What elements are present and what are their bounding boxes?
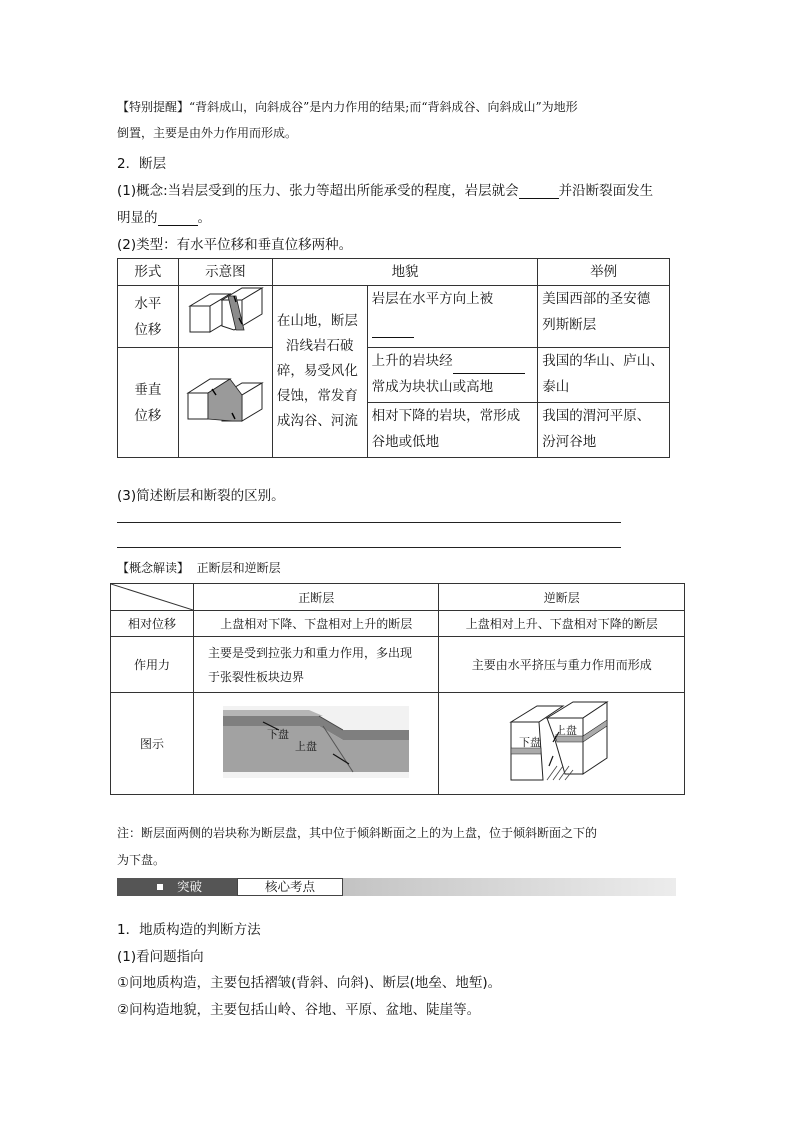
form-horizontal-1: 水平	[134, 295, 162, 312]
form-vertical-1: 垂直	[134, 381, 162, 398]
normal-footwall-label: 下盘	[267, 728, 290, 741]
concept-text-b: 并沿断裂面发生	[558, 183, 654, 199]
header-form: 形式	[118, 259, 179, 286]
blank-2[interactable]	[158, 211, 198, 226]
note-line-1: 注：断层面两侧的岩块称为断层盘，其中位于倾斜断面之上的为上盘，位于倾斜断面之下的	[117, 826, 598, 840]
types-line: (2)类型：有水平位移和垂直位移两种。	[117, 237, 353, 253]
example-horizontal-2: 列斯断层	[542, 317, 597, 333]
landform-common	[272, 286, 367, 458]
core-item-2: ②问构造地貌，主要包括山岭、谷地、平原、盆地、陡崖等。	[117, 1002, 481, 1018]
example-down-1: 我国的渭河平原、	[542, 408, 651, 424]
example-vertical-down	[538, 403, 670, 458]
normal-fault-figure	[223, 706, 409, 778]
landform-horizontal-text: 岩层在水平方向上被	[371, 291, 494, 307]
col-reverse-fault: 逆断层	[439, 584, 685, 611]
tip-text-1: “背斜成山，向斜成谷”是内力作用的结果;而“背斜成谷、向斜成山”为地形	[189, 100, 578, 114]
example-horizontal	[538, 286, 670, 348]
concept-line	[117, 179, 653, 199]
concept-text-c: 明显的	[117, 210, 158, 226]
diagram-vertical	[178, 348, 272, 458]
landform-common-4: 侵蚀，常发育	[276, 388, 358, 404]
normal-displacement: 上盘相对下降、下盘相对上升的断层	[194, 611, 439, 637]
example-up-1: 我国的华山、庐山、	[542, 353, 664, 369]
header-diagram: 示意图	[178, 259, 272, 286]
section-banner	[117, 878, 676, 896]
answer-line-2[interactable]	[117, 547, 621, 548]
question-3: (3)简述断层和断裂的区别。	[117, 488, 285, 504]
row-relative-displacement: 相对位移	[111, 611, 194, 637]
concept-line-2	[117, 206, 211, 226]
normal-force-1: 主要是受到拉张力和重力作用，多出现	[208, 645, 413, 660]
example-horizontal-1: 美国西部的圣安德	[542, 291, 651, 307]
diagram-horizontal	[178, 286, 272, 348]
reverse-hangingwall-label: 上盘	[554, 724, 577, 737]
landform-vertical-down	[367, 403, 538, 458]
landform-common-2: 沿线岩石破	[285, 338, 354, 354]
landform-common-1: 在山地，断层	[276, 313, 358, 329]
landform-up-text-b: 常成为块状山或高地	[371, 379, 494, 395]
col-normal-fault: 正断层	[194, 584, 439, 611]
fault-compare-table	[110, 583, 685, 795]
banner-square-icon	[157, 884, 163, 890]
landform-vertical-up	[367, 348, 538, 403]
blank-3[interactable]	[372, 323, 414, 338]
landform-down-1: 相对下降的岩块，常形成	[371, 408, 521, 424]
landform-common-3: 碎，易受风化	[276, 363, 358, 379]
horizontal-fault-diagram	[184, 286, 266, 338]
example-down-2: 汾河谷地	[542, 434, 597, 450]
normal-fault-figure-cell	[194, 693, 439, 795]
reverse-displacement: 上盘相对上升、下盘相对下降的断层	[439, 611, 685, 637]
note-line-2: 为下盘。	[117, 853, 166, 867]
landform-horizontal	[367, 286, 538, 348]
core-heading: 1．地质构造的判断方法	[117, 922, 261, 938]
table2-corner	[111, 584, 194, 611]
concept-text-d: 。	[197, 210, 211, 226]
fault-types-table	[117, 258, 670, 458]
banner-left	[117, 878, 237, 896]
core-sub: (1)看问题指向	[117, 949, 204, 965]
reverse-force: 主要由水平挤压与重力作用而形成	[439, 637, 685, 693]
landform-up-text-a: 上升的岩块经	[371, 353, 453, 369]
tip-line-1	[117, 98, 578, 115]
concept-heading	[117, 559, 281, 576]
form-horizontal	[118, 286, 179, 348]
header-landform: 地貌	[272, 259, 537, 286]
normal-force-2: 于张裂性板块边界	[208, 669, 305, 684]
example-vertical-up	[538, 348, 670, 403]
header-example: 举例	[538, 259, 670, 286]
normal-force	[194, 637, 439, 693]
form-vertical	[118, 348, 179, 458]
blank-4[interactable]	[453, 359, 525, 374]
reverse-fault-figure-cell	[439, 693, 685, 795]
reverse-fault-figure	[507, 696, 617, 788]
row-force: 作用力	[111, 637, 194, 693]
row-figure: 图示	[111, 693, 194, 795]
landform-down-2: 谷地或低地	[371, 434, 440, 450]
vertical-fault-diagram	[184, 367, 266, 429]
example-up-2: 泰山	[542, 379, 570, 395]
banner-left-text: 突破	[177, 879, 203, 894]
section-heading: 2．断层	[117, 156, 167, 172]
normal-hangingwall-label: 上盘	[295, 740, 318, 753]
banner-right: 核心考点	[237, 878, 343, 896]
tip-label: 【特别提醒】	[117, 100, 190, 114]
answer-line-1[interactable]	[117, 522, 621, 523]
concept-title: 正断层和逆断层	[196, 561, 281, 575]
concept-text-a: (1)概念:当岩层受到的压力、张力等超出所能承受的程度，岩层就会	[117, 183, 519, 199]
concept-label: 【概念解读】	[117, 561, 190, 575]
tip-line-2: 倒置，主要是由外力作用而形成。	[117, 126, 298, 140]
corner-diagonal	[111, 584, 193, 610]
reverse-footwall-label: 下盘	[518, 736, 541, 749]
form-horizontal-2: 位移	[134, 321, 162, 338]
core-item-1: ①问地质构造，主要包括褶皱(背斜、向斜)、断层(地垒、地堑)。	[117, 975, 502, 991]
landform-common-5: 成沟谷、河流	[276, 413, 358, 429]
blank-1[interactable]	[519, 184, 559, 199]
form-vertical-2: 位移	[134, 407, 162, 424]
